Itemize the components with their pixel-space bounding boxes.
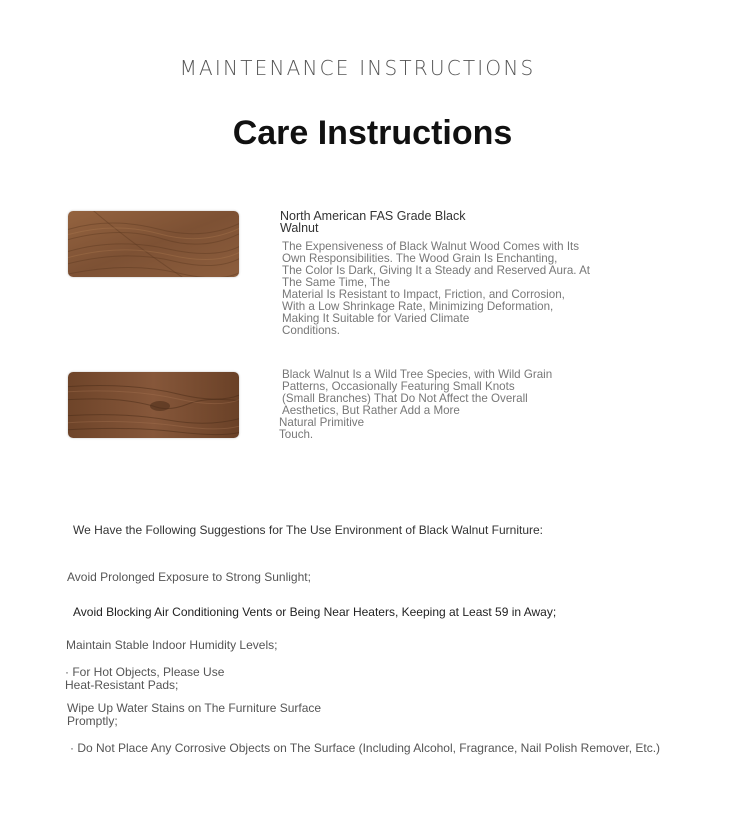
wood-type-heading-line1: North American FAS Grade Black	[280, 209, 466, 223]
suggestion-sunlight: Avoid Prolonged Exposure to Strong Sunlight;	[67, 570, 311, 584]
desc1-line: The Expensiveness of Black Walnut Wood Comes with Its	[282, 240, 580, 253]
wood-description-1	[282, 241, 590, 337]
suggestion-humidity: Maintain Stable Indoor Humidity Levels;	[66, 638, 278, 652]
wood-description-2	[279, 368, 553, 441]
walnut-swatch-image-2	[68, 372, 239, 438]
desc1-line: The Same Time, The	[282, 276, 391, 289]
suggestion-hot-objects-line2: Heat-Resistant Pads;	[65, 678, 179, 692]
suggestion-water-stains-line2: Promptly;	[67, 714, 118, 728]
walnut-swatch-image-1	[68, 211, 239, 277]
desc1-line: Own Responsibilities. The Wood Grain Is Enchanting,	[282, 252, 558, 265]
suggestions-intro: We Have the Following Suggestions for The Use Environment of Black Walnut Furniture:	[73, 523, 543, 537]
desc2-line: Patterns, Occasionally Featuring Small Knots	[282, 380, 515, 393]
desc1-line: Material Is Resistant to Impact, Friction, and Corrosion,	[282, 288, 565, 301]
desc1-line: The Color Is Dark, Giving It a Steady and Reserved Aura. At	[282, 264, 591, 277]
wood-type-heading	[280, 210, 500, 234]
suggestion-vents: Avoid Blocking Air Conditioning Vents or Being Near Heaters, Keeping at Least 59 in Away;	[73, 605, 557, 619]
suggestion-hot-objects-line1: · For Hot Objects, Please Use	[65, 665, 225, 679]
suggestion-water-stains-line1: Wipe Up Water Stains on The Furniture Surface	[67, 701, 322, 715]
desc1-line: With a Low Shrinkage Rate, Minimizing Deformation,	[282, 300, 554, 313]
desc2-line: (Small Branches) That Do Not Affect the Overall	[282, 392, 528, 405]
desc2-line: Aesthetics, But Rather Add a More	[282, 404, 460, 417]
page-title: Care Instructions	[232, 114, 513, 152]
suggestion-hot-objects	[65, 666, 224, 692]
desc2-line: Black Walnut Is a Wild Tree Species, with Wild Grain	[282, 368, 553, 381]
desc1-line: Making It Suitable for Varied Climate	[282, 312, 470, 325]
desc2-line: Touch.	[279, 428, 314, 441]
desc1-line: Conditions.	[282, 324, 341, 337]
desc2-line: Natural Primitive	[279, 416, 365, 429]
section-supertitle: MAINTENANCE INSTRUCTIONS	[179, 56, 536, 80]
wood-type-heading-line2: Walnut	[280, 221, 319, 235]
suggestion-water-stains	[67, 702, 321, 728]
suggestion-corrosive: · Do Not Place Any Corrosive Objects on The Surface (Including Alcohol, Fragrance, Nail Polish Remover, Etc.)	[70, 741, 661, 755]
